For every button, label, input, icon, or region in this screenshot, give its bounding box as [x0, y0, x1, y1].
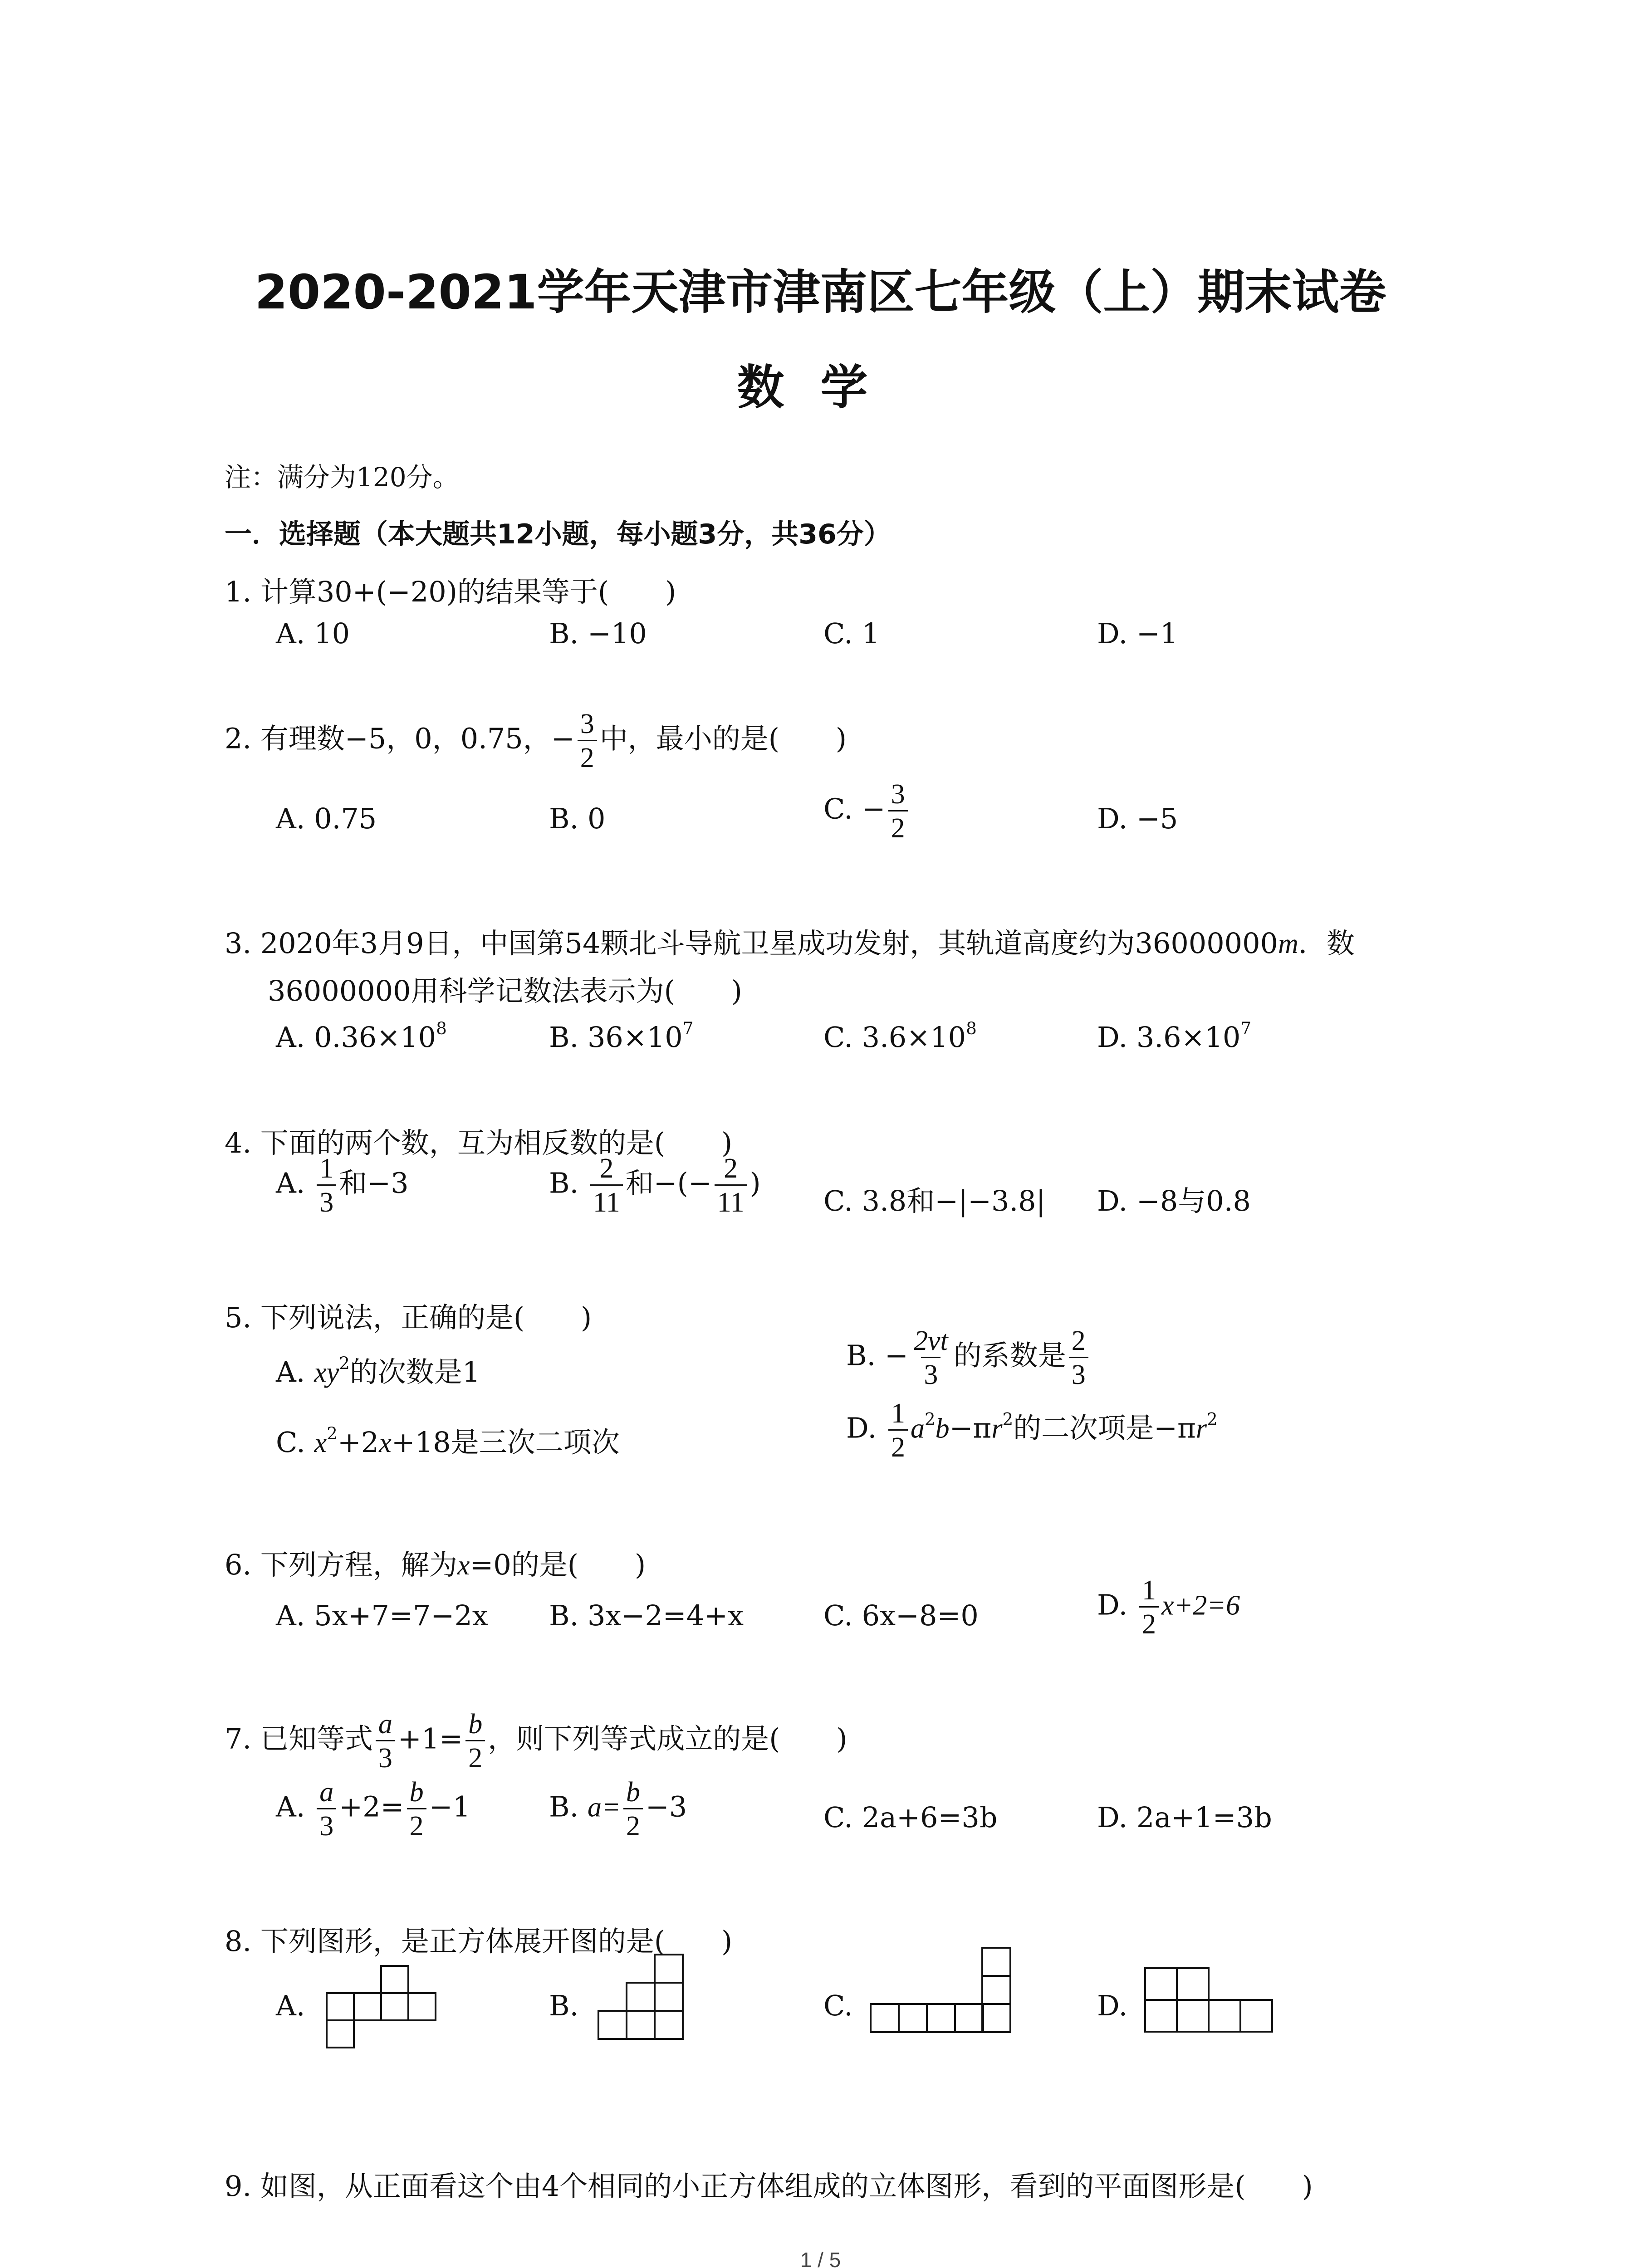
question-9-stem: 9. 如图，从正面看这个由4个相同的小正方体组成的立体图形，看到的平面图形是( ) — [225, 2170, 1313, 2203]
q7-option-b: B. a= $\frac{b}{2}$ −3 — [549, 1777, 687, 1842]
q1-option-b: B. −10 — [549, 617, 647, 650]
question-2-stem: 2. 有理数−5，0，0.75，− $\frac{3}{2}$ 中，最小的是( ) — [225, 709, 847, 773]
q6-option-d: D. $\frac{1}{2}$ x+2=6 — [1097, 1575, 1240, 1640]
q7-option-c: C. 2a+6=3b — [823, 1801, 998, 1834]
q4-option-a: A. $\frac{1}{3}$ 和−3 — [276, 1153, 409, 1218]
q6-option-b: B. 3x−2=4+x — [549, 1599, 744, 1632]
section-heading: 一．选择题（本大题共12小题，每小题3分，共36分） — [225, 518, 891, 550]
question-3-line-2: 36000000用科学记数法表示为( ) — [268, 974, 742, 1007]
q2-option-b: B. 0 — [549, 802, 606, 835]
q5-option-b: B. − $\frac{2vt}{3}$ 的系数是 $\frac{2}{3}$ — [846, 1327, 1091, 1389]
q8-cube-net-a — [324, 1964, 442, 2055]
q5-option-c: C. $x^2+2x+18$是三次二项次 — [276, 1423, 620, 1459]
q3-option-d: D. $3.6\times 10^7$ — [1097, 1018, 1252, 1054]
q5-option-a: A. $xy^2$的次数是1 — [276, 1353, 480, 1388]
question-8-stem: 8. 下列图形，是正方体展开图的是( ) — [225, 1925, 733, 1958]
q8-cube-net-d — [1143, 1966, 1279, 2039]
q2-option-a: A. 0.75 — [276, 802, 377, 835]
q8-cube-net-c — [869, 1946, 1014, 2055]
q8-option-c-label: C. — [823, 1989, 853, 2022]
q3-option-b: B. $36\times 10^7$ — [549, 1018, 694, 1054]
q4-option-d: D. −8与0.8 — [1097, 1184, 1251, 1217]
question-3-line-1: 3. 2020年3月9日，中国第54颗北斗导航卫星成功发射，其轨道高度约为36000000m．数 — [225, 927, 1355, 960]
q4-option-b: B. $\frac{2}{11}$ 和−(− $\frac{2}{11}$ ) — [549, 1153, 761, 1218]
q3-option-a: A. $0.36\times 10^8$ — [276, 1018, 447, 1054]
q6-option-c: C. 6x−8=0 — [823, 1599, 979, 1632]
q7-option-a: A. $\frac{a}{3}$ +2= $\frac{b}{2}$ −1 — [276, 1777, 470, 1842]
q8-option-a-label: A. — [276, 1989, 305, 2022]
q2-option-d: D. −5 — [1097, 802, 1178, 835]
subject-title: 数学 — [737, 360, 904, 415]
q4-option-c: C. 3.8和−|−3.8| — [823, 1184, 1046, 1217]
q1-option-a: A. 10 — [276, 617, 350, 650]
question-5-stem: 5. 下列说法，正确的是( ) — [225, 1301, 592, 1334]
question-1-stem: 1. 计算30+(−20)的结果等于( ) — [225, 575, 676, 608]
score-note: 注：满分为120分。 — [225, 462, 459, 493]
question-6-stem: 6. 下列方程，解为x=0的是( ) — [225, 1548, 646, 1581]
q1-option-d: D. −1 — [1097, 617, 1178, 650]
q3-option-c: C. $3.6\times 10^8$ — [823, 1018, 977, 1054]
page-number: 1 / 5 — [800, 2248, 841, 2268]
q7-option-d: D. 2a+1=3b — [1097, 1801, 1272, 1834]
q8-option-b-label: B. — [549, 1989, 579, 2022]
q2-option-c: C. − $\frac{3}{2}$ — [823, 780, 911, 842]
question-4-stem: 4. 下面的两个数，互为相反数的是( ) — [225, 1126, 733, 1159]
q1-option-c: C. 1 — [823, 617, 880, 650]
exam-title: 2020-2021学年天津市津南区七年级（上）期末试卷 — [255, 264, 1386, 320]
q5-option-d: D. $\frac{1}{2}$ $a^2b-\pi r^2$的二次项是$-\pi r^2$ — [846, 1398, 1218, 1463]
q6-option-a: A. 5x+7=7−2x — [276, 1599, 488, 1632]
q8-option-d-label: D. — [1097, 1989, 1128, 2022]
question-7-stem: 7. 已知等式 $\frac{a}{3}$ +1= $\frac{b}{2}$ ，则下列等式成立的是( ) — [225, 1709, 847, 1774]
q8-cube-net-b — [597, 1953, 701, 2057]
